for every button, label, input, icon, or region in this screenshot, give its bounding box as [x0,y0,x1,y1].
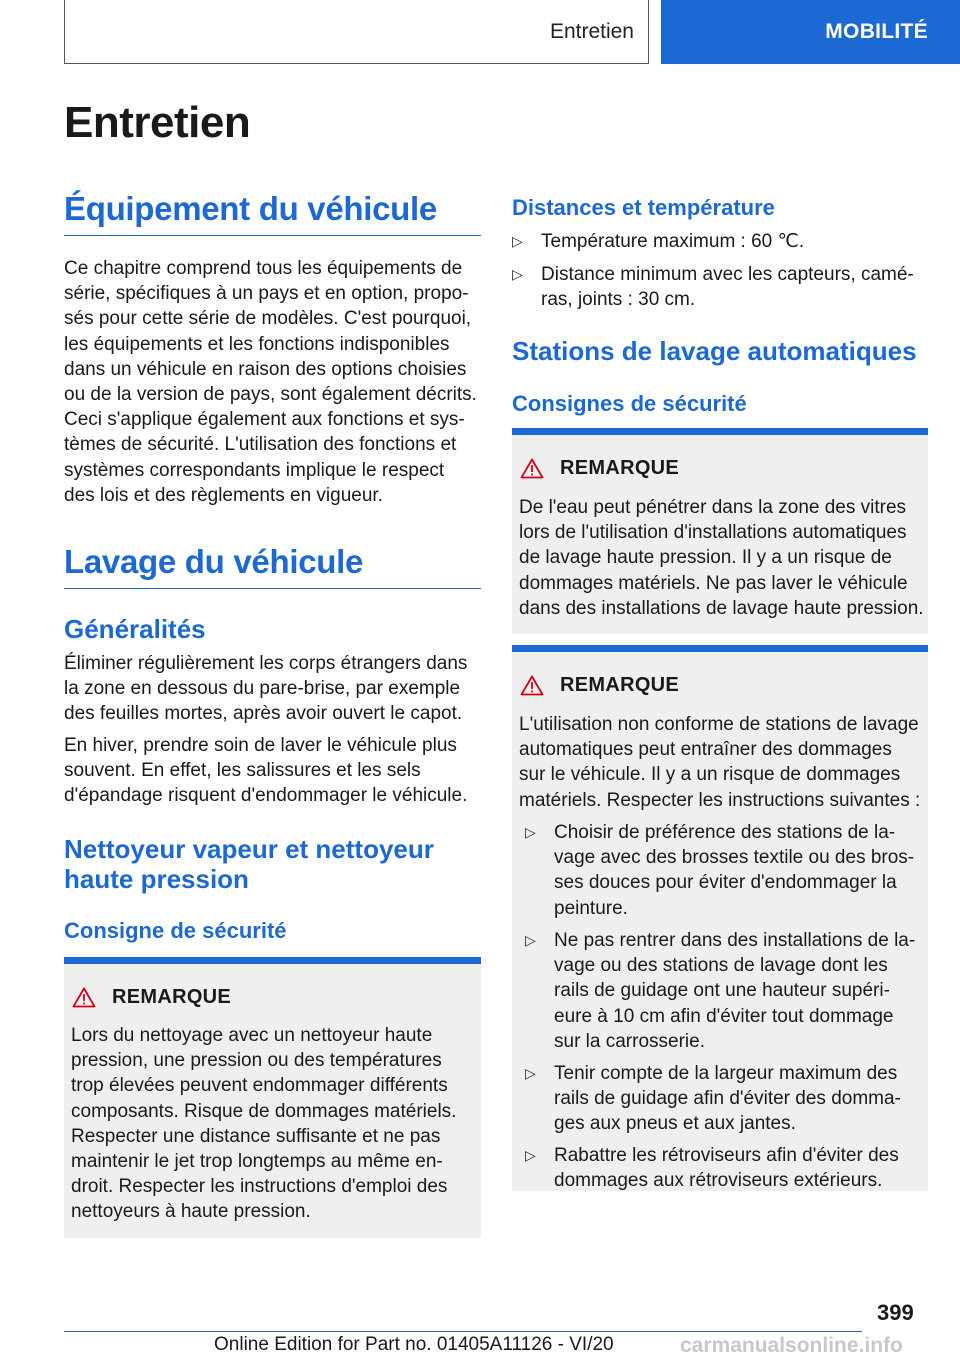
bullet-marker-icon: ▷ [525,1147,536,1163]
notice-label: REMARQUE [560,457,680,479]
line: dommages aux rétroviseurs extérieurs. [554,1170,883,1192]
line: De l'eau peut pénétrer dans la zone des vitres [519,497,907,518]
bullet-marker-icon: ▷ [512,266,523,282]
line: de lavage haute pression. Il y a un risque de [519,547,892,569]
line: peinture. [554,897,628,919]
line: dans des installations de lavage haute pression. [519,597,924,619]
line: sés pour cette série de modèles. C'est pourquoi, [64,308,472,330]
page-number: 399 [877,1300,914,1325]
bullet-marker-icon: ▷ [525,932,536,948]
line: matériels. Respecter les instructions suivantes : [519,789,921,811]
line: ses douces pour éviter d'endommager la [554,872,897,894]
line: Ce chapitre comprend tous les équipements de [64,258,463,279]
line: Respecter une distance suffisante et ne pas [71,1125,441,1147]
notice-header [520,457,679,480]
line: rails de guidage afin d'éviter des domma- [554,1088,901,1110]
line: des lois et des règlements en vigueur. [64,484,383,506]
notice-body [519,495,924,621]
list-item [512,229,928,254]
heading-line: Nettoyeur vapeur et nettoyeur [64,834,434,864]
line: trop élevées peuvent endommager différents [71,1075,448,1097]
line: Tenir compte de la largeur maximum des [554,1063,898,1084]
heading-generalites: Généralités [64,614,206,644]
bullet-marker-icon: ▷ [525,1065,536,1081]
line: ras, joints : 30 cm. [541,289,696,311]
line: la zone en dessous du pare-brise, par exemple [64,678,461,700]
line: Éliminer régulièrement les corps étrangers dans [64,653,468,674]
line: L'utilisation non conforme de stations de lavage [519,714,919,735]
line: nettoyeurs à haute pression. [71,1201,311,1223]
notice-header [520,674,679,697]
notice-header [72,986,231,1009]
warning-triangle-icon [72,987,96,1008]
notice-label: REMARQUE [560,674,680,696]
heading-rule [64,235,481,236]
list-item [525,1061,922,1137]
line: dans un véhicule en raison des options choisies [64,358,467,380]
line: Distance minimum avec les capteurs, camé- [541,264,914,285]
bullet-marker-icon: ▷ [512,233,523,249]
line: ges aux pneus et aux jantes. [554,1113,796,1135]
list-item [525,820,922,921]
line: eure à 10 cm afin d'éviter tout dommage [554,1005,894,1027]
heading-equipement: Équipement du véhicule [64,190,437,227]
line: sur la carrosserie. [554,1030,705,1052]
line: droit. Respecter les instructions d'emploi des [71,1176,448,1198]
list-item-text [554,928,922,1054]
line: Lors du nettoyage avec un nettoyeur haute [71,1025,433,1046]
line: les équipements et les fonctions indisponibles [64,333,450,355]
line: pression, une pression ou des températures [71,1050,442,1072]
section-tab [64,0,649,64]
heading-nettoyeur [64,834,434,894]
warning-triangle-icon [520,458,544,479]
line: En hiver, prendre soin de laver le véhicule plus [64,735,457,756]
category-tab-label: MOBILITÉ [825,20,928,43]
line: vage ou des stations de lavage dont les [554,955,888,977]
bullet-marker-icon: ▷ [525,824,536,840]
line: d'épandage risquent d'endommager le véhicule. [64,785,468,807]
notice-box [512,645,928,1191]
heading-lavage: Lavage du véhicule [64,543,364,580]
watermark: carmanualsonline.info [680,1334,903,1357]
heading-consigne: Consigne de sécurité [64,918,287,943]
page-title: Entretien [64,98,251,147]
list-item [512,262,928,312]
line: systèmes correspondants implique le respect [64,459,445,481]
line: Ceci s'applique également aux fonctions et sys- [64,409,465,431]
heading-stations: Stations de lavage automatiques [512,336,917,366]
notice-label: REMARQUE [112,986,232,1008]
line: dommages matériels. Ne pas laver le véhicule [519,572,908,594]
list-item-text: Température maximum : 60 ℃. [541,231,805,252]
line: Ne pas rentrer dans des installations de la- [554,930,916,951]
line: souvent. En effet, les salissures et les sels [64,760,421,782]
notice-box [64,957,481,1238]
notice-body [71,1023,477,1225]
generalites-paragraph-2 [64,733,481,809]
edition-text: Online Edition for Part no. 01405A11126 - VI/20 [214,1334,614,1355]
line: rails de guidage ont une hauteur supéri- [554,980,890,1002]
list-item-text [541,262,928,312]
footer-rule [64,1331,862,1332]
heading-line: haute pression [64,864,249,894]
list-item [525,1143,922,1193]
notice-body [519,712,924,813]
line: lors de l'utilisation d'installations automatiques [519,522,907,544]
generalites-paragraph-1 [64,651,481,727]
line: Choisir de préférence des stations de la- [554,822,896,843]
line: automatiques peut entraîner des dommages [519,739,892,761]
line: des feuilles mortes, après avoir ouvert le capot. [64,703,463,725]
section-tab-label: Entretien [549,19,634,43]
line: ou de la version de pays, sont également décrits. [64,384,477,406]
line: série, spécifiques à un pays et en option, propo- [64,283,469,305]
list-item [525,928,922,1054]
line: maintenir le jet trop longtemps au même en- [71,1151,443,1173]
line: tèmes de sécurité. L'utilisation des fonctions et [64,434,457,456]
warning-triangle-icon [520,675,544,696]
line: sur le véhicule. Il y a un risque de dommages [519,764,901,786]
list-item-text [554,1143,922,1193]
equipement-paragraph [64,256,481,508]
list-item-text [554,820,922,921]
list-item-text [554,1061,922,1137]
line: composants. Risque de dommages matériels. [71,1100,457,1122]
heading-consignes: Consignes de sécurité [512,391,747,416]
heading-distances: Distances et température [512,195,775,220]
heading-rule [64,588,481,589]
line: vage avec des brosses textile ou des bros- [554,847,915,869]
notice-box [512,428,928,634]
category-tab [661,0,960,64]
line: Rabattre les rétroviseurs afin d'éviter des [554,1145,899,1166]
